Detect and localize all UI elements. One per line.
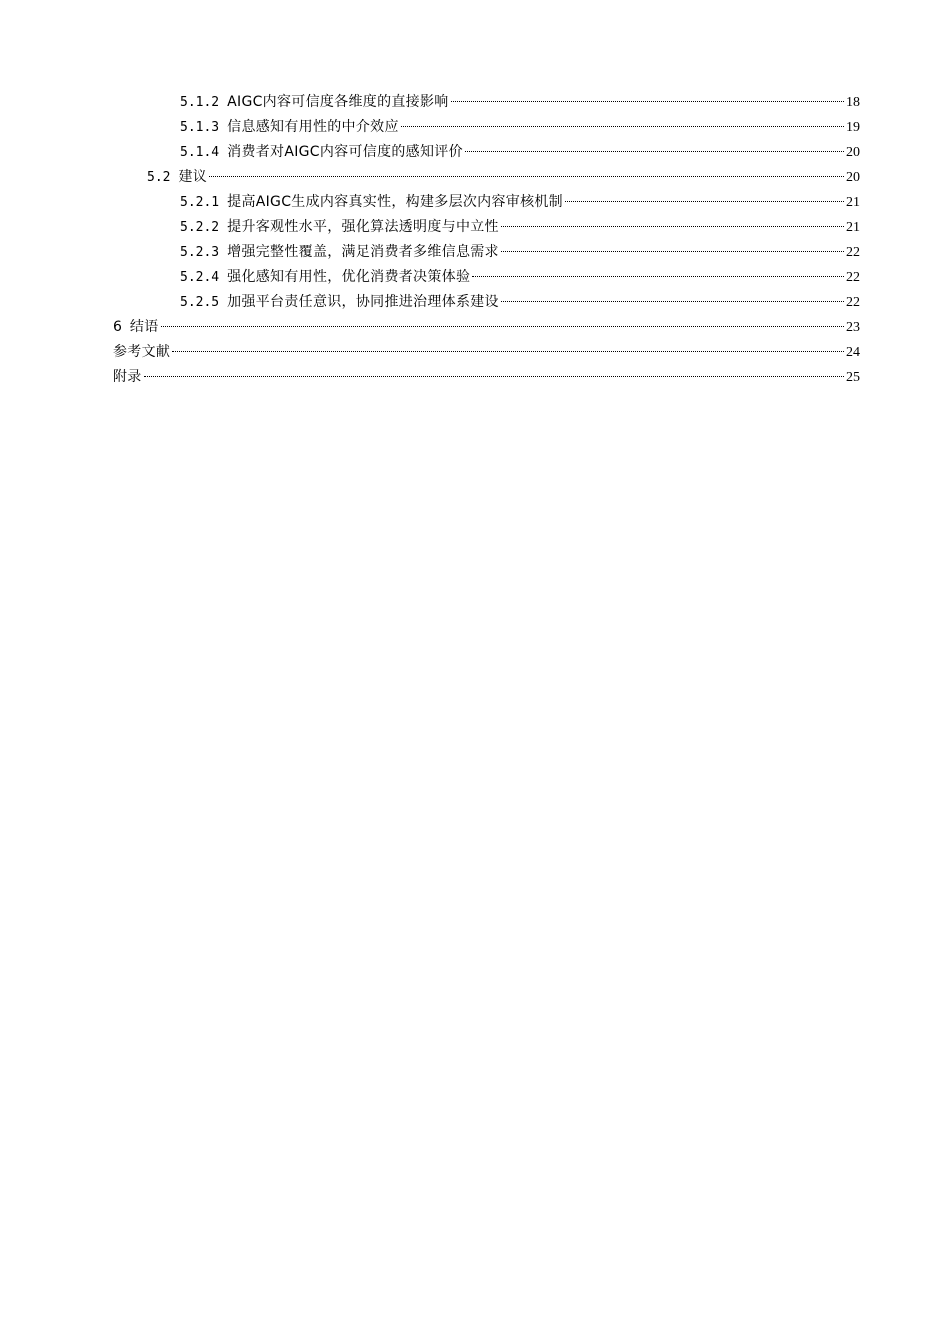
toc-entry-number: 5.2 bbox=[147, 170, 171, 185]
toc-entry-number: 5.1.3 bbox=[180, 120, 220, 135]
dot-leader bbox=[465, 151, 844, 152]
toc-entry-page: 24 bbox=[846, 345, 860, 360]
toc-entry-appendix[interactable] bbox=[113, 365, 860, 390]
toc-entry-title: 参考文献 bbox=[113, 344, 171, 360]
toc-entry-number: 5.2.3 bbox=[180, 245, 220, 260]
toc-entry-title: 提升客观性水平，强化算法透明度与中立性 bbox=[227, 219, 499, 235]
toc-entry-page: 22 bbox=[846, 245, 860, 260]
toc-entry-page: 19 bbox=[846, 120, 860, 135]
toc-entry-page: 23 bbox=[846, 320, 860, 335]
toc-entry-title: AIGC内容可信度各维度的直接影响 bbox=[227, 94, 449, 110]
toc-entry-title: 增强完整性覆盖，满足消费者多维信息需求 bbox=[227, 244, 499, 260]
toc-entry-page: 22 bbox=[846, 270, 860, 285]
toc-entry-5-2-2[interactable] bbox=[113, 215, 860, 240]
table-of-contents bbox=[113, 90, 860, 390]
toc-entry-page: 18 bbox=[846, 95, 860, 110]
toc-entry-5-1-4[interactable] bbox=[113, 140, 860, 165]
toc-entry-number: 5.2.5 bbox=[180, 295, 220, 310]
dot-leader bbox=[172, 351, 844, 352]
toc-entry-title: 消费者对AIGC内容可信度的感知评价 bbox=[227, 144, 463, 160]
dot-leader bbox=[451, 101, 844, 102]
toc-entry-title: 结语 bbox=[129, 319, 159, 335]
dot-leader bbox=[209, 176, 844, 177]
toc-entry-number: 5.2.4 bbox=[180, 270, 220, 285]
dot-leader bbox=[501, 226, 844, 227]
toc-entry-title: 加强平台责任意识，协同推进治理体系建设 bbox=[227, 294, 499, 310]
toc-entry-number: 5.2.2 bbox=[180, 220, 220, 235]
toc-entry-5-2-5[interactable] bbox=[113, 290, 860, 315]
toc-entry-page: 21 bbox=[846, 220, 860, 235]
toc-entry-title: 信息感知有用性的中介效应 bbox=[227, 119, 399, 135]
toc-entry-number: 5.2.1 bbox=[180, 195, 220, 210]
toc-entry-5-2[interactable] bbox=[113, 165, 860, 190]
dot-leader bbox=[565, 201, 844, 202]
dot-leader bbox=[161, 326, 844, 327]
dot-leader bbox=[501, 251, 844, 252]
dot-leader bbox=[472, 276, 844, 277]
toc-entry-5-1-3[interactable] bbox=[113, 115, 860, 140]
toc-entry-title: 提高AIGC生成内容真实性，构建多层次内容审核机制 bbox=[227, 194, 563, 210]
toc-entry-title: 建议 bbox=[178, 169, 208, 185]
toc-entry-page: 25 bbox=[846, 370, 860, 385]
dot-leader bbox=[401, 126, 844, 127]
toc-entry-5-2-4[interactable] bbox=[113, 265, 860, 290]
toc-entry-number: 5.1.2 bbox=[180, 95, 220, 110]
toc-entry-number: 5.1.4 bbox=[180, 145, 220, 160]
toc-entry-page: 22 bbox=[846, 295, 860, 310]
dot-leader bbox=[144, 376, 844, 377]
toc-entry-page: 21 bbox=[846, 195, 860, 210]
toc-entry-5-2-1[interactable] bbox=[113, 190, 860, 215]
toc-entry-number: 6 bbox=[113, 319, 122, 335]
toc-entry-5-1-2[interactable] bbox=[113, 90, 860, 115]
toc-entry-title: 强化感知有用性，优化消费者决策体验 bbox=[227, 269, 471, 285]
toc-entry-6[interactable] bbox=[113, 315, 860, 340]
toc-entry-references[interactable] bbox=[113, 340, 860, 365]
toc-entry-title: 附录 bbox=[113, 369, 142, 385]
toc-entry-page: 20 bbox=[846, 170, 860, 185]
toc-entry-5-2-3[interactable] bbox=[113, 240, 860, 265]
dot-leader bbox=[501, 301, 844, 302]
toc-entry-page: 20 bbox=[846, 145, 860, 160]
